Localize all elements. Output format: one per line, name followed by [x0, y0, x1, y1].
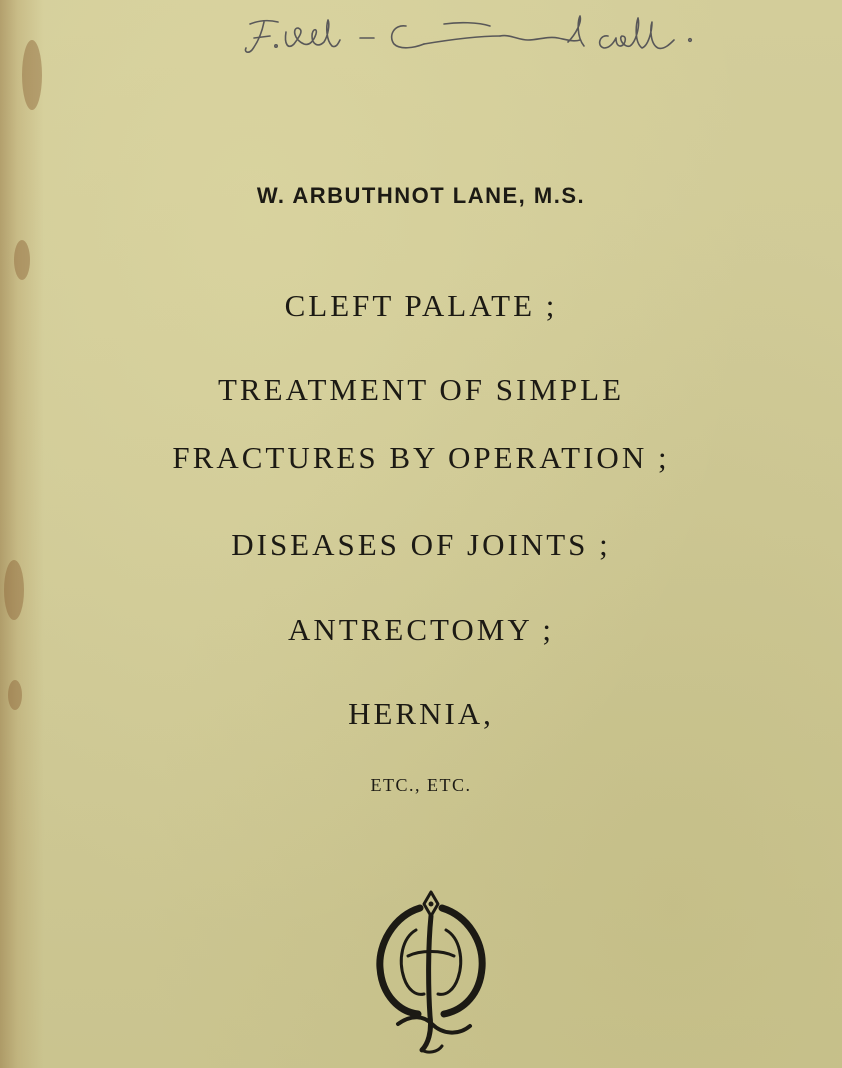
title-line-4: DISEASES OF JOINTS ;	[231, 527, 611, 562]
title-line-2: TREATMENT OF SIMPLE	[217, 372, 625, 407]
title-line-1: CLEFT PALATE ;	[284, 288, 558, 323]
publisher-monogram-icon	[368, 886, 494, 1056]
title-line-3: FRACTURES BY OPERATION ;	[172, 440, 670, 475]
stain-spot	[4, 560, 24, 620]
title-line-6: HERNIA,	[348, 696, 494, 731]
title-line-5: ANTRECTOMY ;	[288, 612, 554, 647]
etc-line: ETC., ETC.	[370, 775, 472, 795]
stain-spot	[14, 240, 30, 280]
author-name: W. ARBUTHNOT LANE, M.S.	[256, 183, 586, 208]
handwritten-signature	[238, 10, 728, 60]
stain-spot	[22, 40, 42, 110]
